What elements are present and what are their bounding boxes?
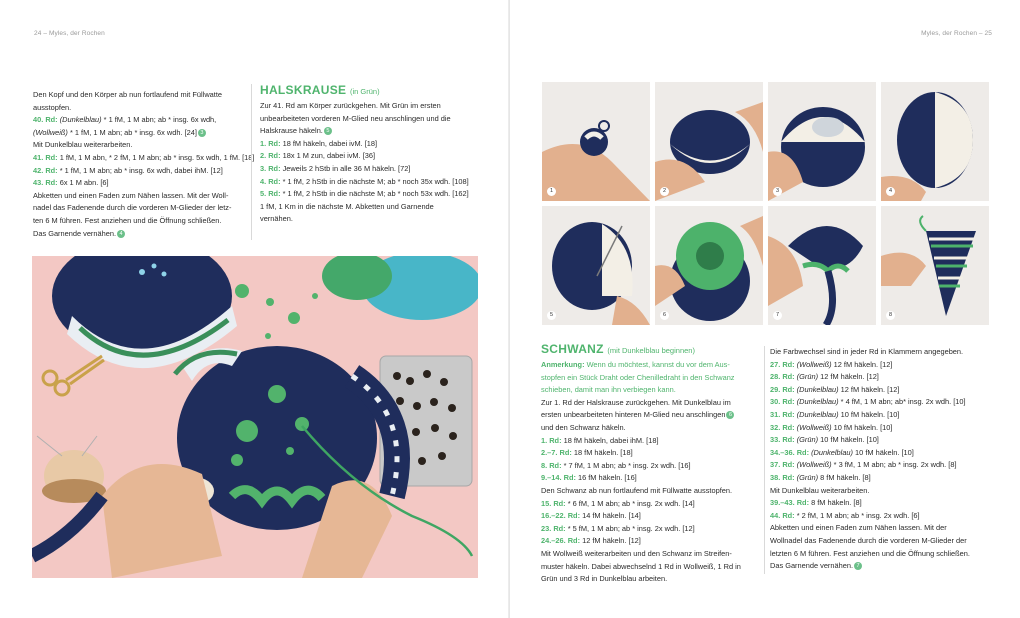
step-number: 6 <box>660 311 669 320</box>
instruction-line: ten 6 M führen. Fest anziehen und die Öffnung schließen. <box>33 215 222 225</box>
halskrause-instructions <box>260 100 482 226</box>
step-photo <box>542 206 650 325</box>
column-divider <box>764 346 765 574</box>
instruction-line: Grün und 3 Rd in Dunkelblau arbeiten. <box>541 574 668 584</box>
step-reference-badge: 3 <box>198 129 206 137</box>
instruction-line: 1. Rd: 18 fM häkeln, dabei ihM. [18] <box>541 435 659 445</box>
instruction-line: 32. Rd: (Wollweiß) 10 fM häkeln. [10] <box>770 422 893 432</box>
instruction-line: Mit Wollweiß weiterarbeiten und den Schwanz im Streifen- <box>541 548 732 558</box>
instruction-line: unbearbeiteten vorderen M-Glied neu anschlingen und die <box>260 113 451 123</box>
instruction-line: Abketten und einen Faden zum Nähen lassen. Mit der Woll- <box>33 190 229 200</box>
instruction-line: 43. Rd: 6x 1 M abn. [6] <box>33 178 109 188</box>
step-reference-badge: 7 <box>854 562 862 570</box>
step-number: 8 <box>886 311 895 320</box>
step-photo <box>655 82 763 201</box>
instruction-line: 30. Rd: (Dunkelblau) * 4 fM, 1 M abn; ab* insg. 2x wdh. [10] <box>770 397 966 407</box>
instruction-line: Mit Dunkelblau weiterarbeiten. <box>770 485 870 495</box>
instruction-line: 24.–26. Rd: 12 fM häkeln. [12] <box>541 536 641 546</box>
instruction-line: 34.–36. Rd: (Dunkelblau) 10 fM häkeln. [10] <box>770 447 914 457</box>
step-number: 4 <box>886 187 895 196</box>
instruction-line: nadel das Fadenende durch die vorderen M-Glieder der letz- <box>33 203 232 213</box>
step-reference-badge: 6 <box>726 411 734 419</box>
instruction-line: 41. Rd: 1 fM, 1 M abn, * 2 fM, 1 M abn; ab * insg. 5x wdh, 1 fM. [18] <box>33 152 255 162</box>
step-number: 7 <box>773 311 782 320</box>
step-photo <box>768 206 876 325</box>
instruction-line: 4. Rd: * 1 fM, 2 hStb in die nächste M; ab * noch 35x wdh. [108] <box>260 176 469 186</box>
step-photo <box>881 82 989 201</box>
note-paragraph: Anmerkung: Wenn du möchtest, kannst du vor dem Aus- stopfen ein Stück Draht oder Chenilledraht in den Schwanz schieben, damit man ihn verbiegen kann. <box>541 360 735 395</box>
instruction-line: 31. Rd: (Dunkelblau) 10 fM häkeln. [10] <box>770 409 900 419</box>
instruction-line: Halskrause häkeln. 5 <box>260 125 482 138</box>
instruction-line: Die Farbwechsel sind in jeder Rd in Klammern angegeben. <box>770 347 964 356</box>
instruction-line: 37. Rd: (Wollweiß) * 3 fM, 1 M abn; ab * insg. 2x wdh. [8] <box>770 460 957 470</box>
instruction-line: 40. Rd: (Dunkelblau) * 1 fM, 1 M abn; ab * insg. 6x wdh, <box>33 115 217 125</box>
instruction-line: vernähen. <box>260 214 293 224</box>
instruction-line: 1 fM, 1 Km in die nächste M. Abketten und Garnende <box>260 201 434 211</box>
instruction-line: 27. Rd: (Wollweiß) 12 fM häkeln. [12] <box>770 359 893 369</box>
instruction-line: 28. Rd: (Grün) 12 fM häkeln. [12] <box>770 372 879 382</box>
instruction-line: 8. Rd: * 7 fM, 1 M abn; ab * insg. 2x wdh. [16] <box>541 460 691 470</box>
step-number: 5 <box>547 311 556 320</box>
instruction-line: 16.–22. Rd: 14 fM häkeln. [14] <box>541 511 641 521</box>
instruction-line: 9.–14. Rd: 16 fM häkeln. [16] <box>541 473 637 483</box>
instruction-line: Das Garnende vernähen. 4 <box>33 228 243 241</box>
step-number: 3 <box>773 187 782 196</box>
step-reference-badge: 4 <box>117 230 125 238</box>
instruction-line: Zur 1. Rd der Halskrause zurückgehen. Mit Dunkelblau im <box>541 397 731 407</box>
instruction-line: 2. Rd: 18x 1 M zun, dabei ivM. [36] <box>260 151 376 161</box>
halskrause-section <box>260 83 482 226</box>
section-title-halskrause: HALSKRAUSE (in Grün) <box>260 83 380 97</box>
column-divider <box>251 84 252 240</box>
instructions-column-body <box>33 89 255 240</box>
instruction-line: 2.–7. Rd: 18 fM häkeln. [18] <box>541 448 633 458</box>
instruction-line: letzten 6 M führen. Fest anziehen und die Öffnung schließen. <box>770 548 970 558</box>
instructions-column-right <box>770 346 996 573</box>
instruction-line: 42. Rd: * 1 fM, 1 M abn; ab * insg. 6x wdh, dabei ihM. [12] <box>33 165 223 175</box>
step-photo-grid <box>542 82 989 324</box>
instruction-line: 1. Rd: 18 fM häkeln, dabei ivM. [18] <box>260 138 378 148</box>
instruction-line: 3. Rd: Jeweils 2 hStb in alle 36 M häkeln. [72] <box>260 163 411 173</box>
instruction-line: Abketten und einen Faden zum Nähen lassen. Mit der <box>770 523 947 533</box>
step-photo <box>655 206 763 325</box>
instruction-line: Das Garnende vernähen. 7 <box>770 560 996 573</box>
instruction-line: 29. Rd: (Dunkelblau) 12 fM häkeln. [12] <box>770 384 900 394</box>
step-number: 1 <box>547 187 556 196</box>
instruction-line: 33. Rd: (Grün) 10 fM häkeln. [10] <box>770 435 879 445</box>
instruction-line: und den Schwanz häkeln. <box>541 422 626 432</box>
step-number: 2 <box>660 187 669 196</box>
schwanz-instructions <box>541 397 761 586</box>
step-photo <box>542 82 650 201</box>
instruction-line: Den Kopf und den Körper ab nun fortlaufend mit Füllwatte <box>33 90 222 99</box>
step-reference-badge: 5 <box>324 127 332 135</box>
instruction-line: 5. Rd: * 1 fM, 2 hStb in die nächste M; ab * noch 53x wdh. [162] <box>260 189 469 199</box>
instruction-line: 39.–43. Rd: 8 fM häkeln. [8] <box>770 498 862 508</box>
running-head-right: Myles, der Rochen – 25 <box>921 30 992 37</box>
photo-illustration <box>32 256 478 578</box>
section-title-schwanz: SCHWANZ (mit Dunkelblau beginnen) <box>541 342 695 356</box>
main-photo-crocheting-ray <box>32 256 478 578</box>
step-photo <box>881 206 989 325</box>
instruction-line: ausstopfen. <box>33 102 72 112</box>
instruction-line: Wollnadel das Fadenende durch die vorderen M-Glieder der <box>770 535 967 545</box>
instruction-line: Den Schwanz ab nun fortlaufend mit Füllwatte ausstopfen. <box>541 485 733 495</box>
instruction-line: (Wollweiß) * 1 fM, 1 M abn; ab * insg. 6x wdh. [24] 3 <box>33 127 243 140</box>
instruction-line: 23. Rd: * 5 fM, 1 M abn; ab * insg. 2x wdh. [12] <box>541 523 695 533</box>
instruction-line: Zur 41. Rd am Körper zurückgehen. Mit Grün im ersten <box>260 101 441 110</box>
step-photo <box>768 82 876 201</box>
instruction-line: muster häkeln. Dabei abwechselnd 1 Rd in Wollweiß, 1 Rd in <box>541 561 741 571</box>
instruction-line: 44. Rd: * 2 fM, 1 M abn; ab * insg. 2x wdh. [6] <box>770 510 920 520</box>
instruction-line: ersten unbearbeiteten hinteren M-Glied neu anschlingen 6 <box>541 409 761 422</box>
instruction-line: 38. Rd: (Grün) 8 fM häkeln. [8] <box>770 472 871 482</box>
instruction-line: Mit Dunkelblau weiterarbeiten. <box>33 140 133 150</box>
running-head-left: 24 – Myles, der Rochen <box>34 30 105 37</box>
instruction-line: 15. Rd: * 6 fM, 1 M abn; ab * insg. 2x wdh. [14] <box>541 498 695 508</box>
schwanz-section <box>541 342 761 586</box>
